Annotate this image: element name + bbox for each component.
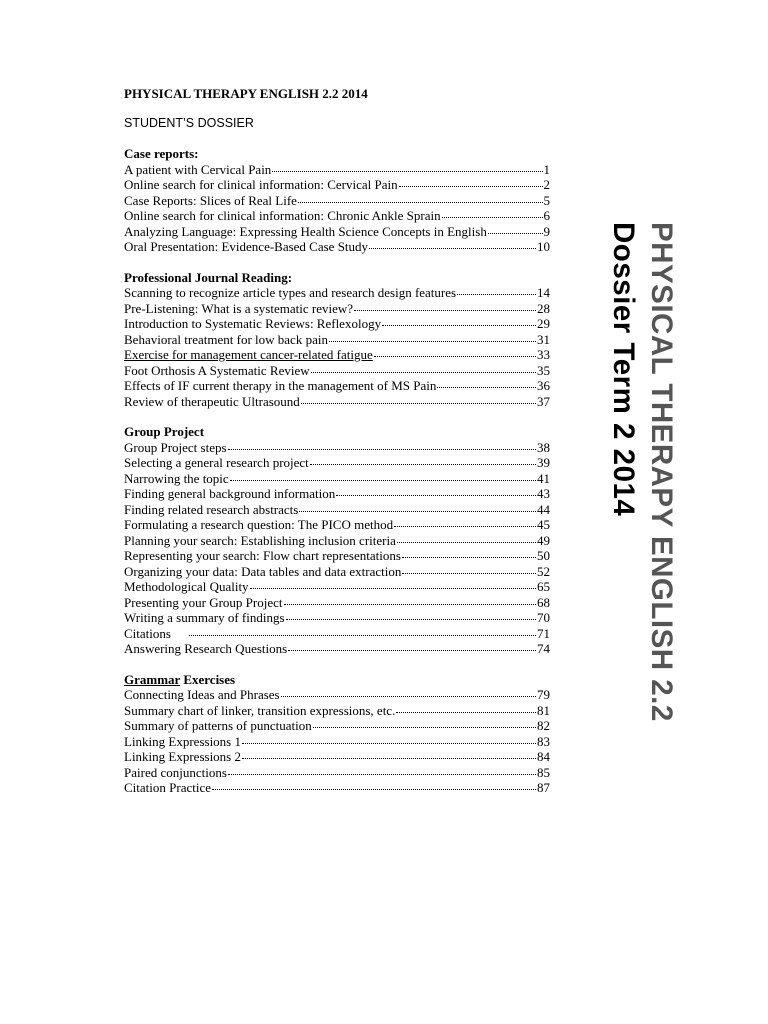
toc-entry — [124, 224, 550, 240]
entry-page: 28 — [537, 300, 550, 316]
entry-page: 81 — [537, 702, 550, 718]
entry-label: Group Project steps — [124, 439, 227, 455]
section-journal-reading — [124, 270, 550, 410]
toc-entry — [124, 703, 550, 719]
entry-page: 1 — [543, 161, 550, 177]
dot-leader — [212, 789, 536, 790]
toc-entry — [124, 765, 550, 781]
entry-label: Methodological Quality — [124, 579, 249, 594]
dot-leader — [313, 727, 536, 728]
toc-entry — [124, 626, 550, 642]
dot-leader — [242, 743, 536, 744]
dot-leader — [399, 186, 543, 187]
toc-entry — [124, 301, 550, 317]
entry-label: Connecting Ideas and Phrases — [124, 687, 280, 702]
toc-entry — [124, 193, 550, 209]
toc-entry — [124, 502, 550, 518]
entry-page: 52 — [537, 563, 550, 579]
dot-leader — [336, 495, 536, 496]
toc-entry — [124, 239, 550, 255]
entry-page: 14 — [537, 285, 550, 300]
section-heading: Group Project — [124, 424, 205, 439]
entry-label: Paired conjunctions — [124, 764, 227, 780]
entry-label: Answering Research Questions — [124, 641, 288, 656]
entry-label: Citations — [124, 625, 171, 641]
entry-label: Exercise for management cancer-related fatigue — [124, 347, 373, 362]
dot-leader — [299, 511, 536, 512]
dot-leader — [284, 604, 536, 605]
heading-word: Grammar — [124, 671, 181, 687]
toc-entry — [124, 394, 550, 410]
entry-label: A patient with Cervical Pain — [124, 161, 272, 177]
entry-page: 70 — [537, 610, 550, 625]
entry-label: Pre-Listening: What is a systematic review? — [124, 300, 353, 316]
entry-page: 2 — [543, 177, 550, 192]
toc-entry — [124, 687, 550, 703]
dot-leader — [369, 248, 536, 249]
toc-entry — [124, 749, 550, 765]
toc-entry — [124, 734, 550, 750]
document-title: PHYSICAL THERAPY ENGLISH 2.2 2014 — [124, 86, 368, 101]
entry-page: 10 — [537, 239, 550, 254]
entry-label: Linking Expressions 1 — [124, 733, 241, 749]
entry-page: 29 — [537, 316, 550, 331]
toc-entry — [124, 533, 550, 549]
entry-page: 84 — [537, 749, 550, 764]
side-title-rotated — [598, 222, 678, 752]
dot-leader — [442, 217, 543, 218]
entry-label: Formulating a research question: The PICO method — [124, 517, 394, 532]
toc-entry — [124, 579, 550, 595]
dot-leader — [382, 325, 536, 326]
entry-label: Selecting a general research project — [124, 455, 309, 470]
entry-label: Summary chart of linker, transition expressions, etc. — [124, 702, 396, 718]
dot-leader — [437, 387, 536, 388]
entry-label: Case Reports: Slices of Real Life — [124, 192, 297, 208]
entry-label: Oral Presentation: Evidence-Based Case Study — [124, 239, 369, 254]
toc-entry — [124, 177, 550, 193]
toc-entry — [124, 595, 550, 611]
entry-label: Scanning to recognize article types and research design features — [124, 285, 457, 300]
toc-entry — [124, 718, 550, 734]
toc-entry — [124, 208, 550, 224]
toc-entry — [124, 564, 550, 580]
entry-label: Foot Orthosis A Systematic Review — [124, 362, 310, 378]
dot-leader — [272, 171, 542, 172]
entry-page: 79 — [537, 687, 550, 702]
entry-page: 71 — [537, 625, 550, 641]
section-heading: Case reports: — [124, 146, 199, 161]
toc-entry — [124, 641, 550, 657]
entry-page: 43 — [537, 486, 550, 501]
dot-leader — [228, 774, 536, 775]
side-title-term: Dossier Term 2 2014 — [607, 222, 640, 517]
toc-entry — [124, 780, 550, 796]
entry-label: Analyzing Language: Expressing Health Science Concepts in English — [124, 223, 487, 239]
dot-leader — [281, 696, 536, 697]
entry-page: 39 — [537, 455, 550, 470]
entry-page: 49 — [537, 532, 550, 548]
entry-page: 9 — [543, 223, 550, 239]
entry-page: 41 — [537, 470, 550, 486]
dot-leader — [402, 557, 536, 558]
dot-leader — [457, 294, 536, 295]
table-of-contents — [124, 86, 550, 796]
dot-leader — [288, 650, 536, 651]
dot-leader — [374, 356, 536, 357]
toc-entry — [124, 162, 550, 178]
toc-entry — [124, 316, 550, 332]
document-subtitle: STUDENT’S DOSSIER — [124, 116, 254, 130]
toc-entry — [124, 440, 550, 456]
entry-page: 44 — [537, 501, 550, 517]
dot-leader — [286, 619, 536, 620]
toc-entry — [124, 378, 550, 394]
entry-label: Organizing your data: Data tables and data extraction — [124, 563, 402, 579]
entry-page: 65 — [537, 579, 550, 594]
dot-leader — [311, 372, 536, 373]
section-heading — [124, 672, 550, 688]
entry-page: 85 — [537, 764, 550, 780]
side-title-course: PHYSICAL THERAPY ENGLISH 2.2 — [645, 222, 678, 722]
dot-leader — [189, 635, 536, 636]
entry-label: Summary of patterns of punctuation — [124, 718, 312, 733]
entry-page: 36 — [537, 378, 550, 393]
entry-page: 45 — [537, 517, 550, 532]
entry-label: Representing your search: Flow chart representations — [124, 548, 401, 563]
entry-label: Citation Practice — [124, 780, 212, 795]
entry-page: 5 — [543, 192, 550, 208]
entry-label: Behavioral treatment for low back pain — [124, 331, 328, 347]
toc-entry — [124, 455, 550, 471]
dot-leader — [396, 712, 536, 713]
toc-entry — [124, 517, 550, 533]
vertical-side-title — [598, 222, 678, 752]
entry-label: Planning your search: Establishing inclusion criteria — [124, 532, 396, 548]
dot-leader — [402, 573, 536, 574]
entry-page: 82 — [537, 718, 550, 733]
entry-page: 74 — [537, 641, 550, 656]
toc-entry — [124, 332, 550, 348]
toc-entry — [124, 285, 550, 301]
entry-label: Linking Expressions 2 — [124, 749, 241, 764]
dot-leader — [298, 202, 543, 203]
entry-page: 50 — [537, 548, 550, 563]
toc-entry — [124, 486, 550, 502]
section-grammar-exercises — [124, 672, 550, 796]
dot-leader — [228, 449, 536, 450]
dot-leader — [354, 310, 536, 311]
entry-label: Online search for clinical information: Cervical Pain — [124, 177, 398, 192]
dot-leader — [242, 758, 536, 759]
entry-page: 37 — [537, 393, 550, 409]
entry-label: Presenting your Group Project — [124, 594, 283, 610]
toc-entry — [124, 347, 550, 363]
entry-label: Narrowing the topic — [124, 470, 229, 486]
entry-label: Online search for clinical information: Chronic Ankle Sprain — [124, 208, 441, 223]
dot-leader — [394, 526, 536, 527]
entry-page: 38 — [537, 439, 550, 455]
dot-leader — [301, 403, 536, 404]
dot-leader — [250, 588, 536, 589]
dot-leader — [230, 480, 536, 481]
section-heading: Professional Journal Reading: — [124, 269, 293, 285]
entry-label: Finding general background information — [124, 486, 336, 501]
heading-word: Exercises — [180, 671, 236, 687]
toc-entry — [124, 548, 550, 564]
entry-label: Finding related research abstracts — [124, 501, 299, 517]
dot-leader — [397, 542, 536, 543]
dot-leader — [310, 464, 536, 465]
entry-page: 31 — [537, 331, 550, 347]
toc-entry — [124, 363, 550, 379]
entry-page: 33 — [537, 347, 550, 362]
toc-entry — [124, 471, 550, 487]
entry-label: Review of therapeutic Ultrasound — [124, 393, 300, 409]
section-case-reports — [124, 146, 550, 255]
entry-page: 87 — [537, 780, 550, 795]
dot-leader — [488, 233, 543, 234]
entry-page: 35 — [537, 362, 550, 378]
dot-leader — [329, 341, 536, 342]
entry-page: 83 — [537, 733, 550, 749]
toc-entry — [124, 610, 550, 626]
entry-page: 68 — [537, 594, 550, 610]
entry-page: 6 — [543, 208, 550, 223]
entry-label: Effects of IF current therapy in the management of MS Pain — [124, 378, 437, 393]
entry-label: Writing a summary of findings — [124, 610, 285, 625]
section-group-project — [124, 424, 550, 657]
entry-label: Introduction to Systematic Reviews: Reflexology — [124, 316, 382, 331]
